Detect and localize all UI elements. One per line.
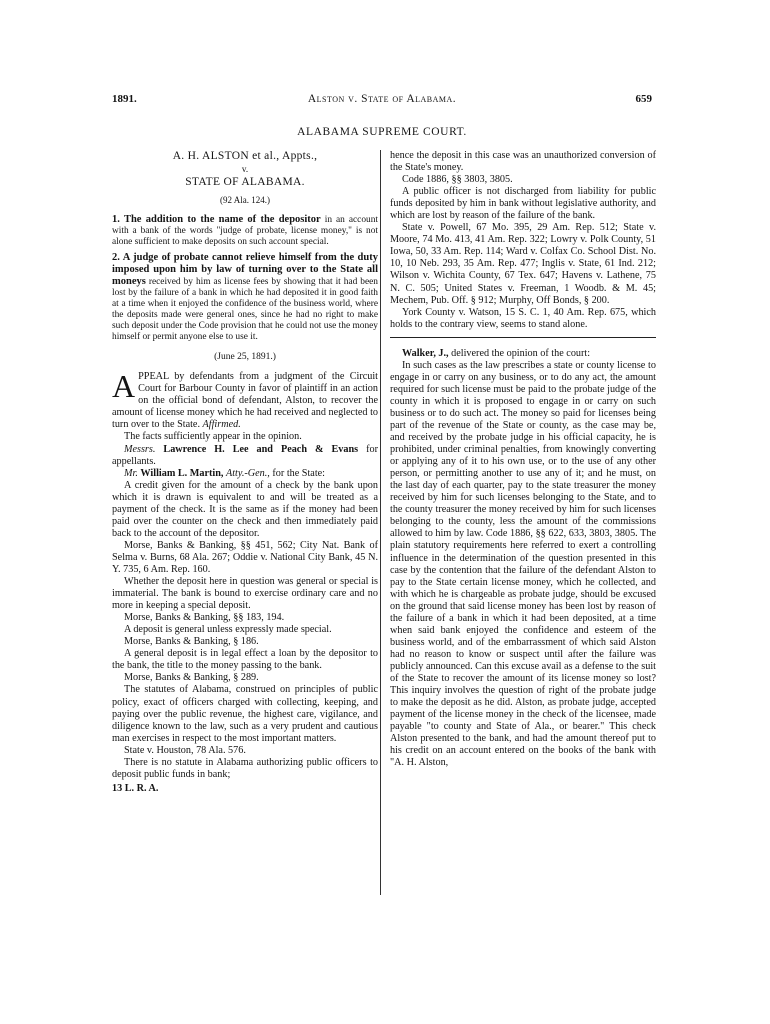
- appeal-text: PPEAL by defendants from a judgment of the Circuit Court for Barbour County in favor of plaintiff in an action on the official bond of defendant, Alston, to recover the amount of license money which he had received and neglected to turn over to the State.: [112, 371, 378, 431]
- argument-paragraph: A general deposit is in legal effect a loan by the depositor to the bank, the title to the money passing to the bank.: [112, 648, 378, 672]
- appellant-counsel-names: Lawrence H. Lee and Peach & Evans: [163, 443, 359, 455]
- headnote-2-text: received by him as license fees by showing that it had been lost by the failure of a bank in which he had deposited it in good faith at a time when it enjoyed the confidence of the business world, where the deposits made were general ones, since he had no right to make such deposit under the Code provision that he could not use the money himself or permit anyone else to use it.: [112, 277, 378, 343]
- headnote-2-lead: 2. A judge of probate cannot relieve himself from the duty imposed upon him by law of turning over to the State all moneys: [112, 252, 378, 288]
- citation-paragraph: Code 1886, §§ 3803, 3805.: [402, 174, 513, 186]
- citation-paragraph: York County v. Watson, 15 S. C. 1, 40 Am. Rep. 675, which holds to the contrary view, seems to stand alone.: [390, 306, 656, 330]
- headnote-1: [112, 214, 378, 248]
- left-column: [112, 150, 378, 795]
- argument-paragraph: There is no statute in Alabama authorizing public officers to deposit public funds in bank;: [112, 756, 378, 780]
- appeal-statement: [112, 368, 378, 431]
- argument-paragraph: hence the deposit in this case was an unauthorized conversion of the State's money.: [390, 150, 656, 174]
- headnote-1-text: in an account with a bank of the words "judge of probate, license money," is not alone sufficient to make deposits on such account special.: [112, 215, 378, 248]
- case-citation: (92 Ala. 124.): [220, 195, 270, 206]
- court-heading: ALABAMA SUPREME COURT.: [297, 126, 467, 138]
- year: 1891.: [112, 93, 137, 105]
- argument-paragraph: Whether the deposit here in question was general or special is immaterial. The bank is bound to exercise ordinary care and no more in keeping a special deposit.: [112, 576, 378, 612]
- facts-note: The facts sufficiently appear in the opinion.: [124, 431, 302, 443]
- caption-appellee: STATE OF ALABAMA.: [185, 176, 305, 189]
- citation-paragraph: Morse, Banks & Banking, § 186.: [124, 636, 259, 648]
- headnote-1-lead: 1. The addition to the name of the depositor: [112, 214, 321, 226]
- decision-date: (June 25, 1891.): [214, 352, 276, 363]
- citation-paragraph: State v. Houston, 78 Ala. 576.: [124, 744, 246, 756]
- judge-name: Walker, J.,: [402, 347, 449, 359]
- argument-paragraph: A credit given for the amount of a check by the bank upon which it is drawn is equivalent to and will be treated as a payment of the check. It is the same as if the money had been paid over the counter on the check and then immediately paid back to the account of the depositor.: [112, 479, 378, 539]
- counsel-appellants: Messrs. Lawrence H. Lee and Peach & Evans for appellants.: [112, 443, 378, 467]
- right-column: [390, 150, 656, 769]
- opinion-paragraph: In such cases as the law prescribes a state or county license to engage in or carry on any business, or to do any act, the amount required for such license must be paid to the probate judge of the county in which it is proposed to engage in or carry on such business or to do such act. The money so paid for licenses being part of the revenue of the State or county, as the case may be, and received by the probate judge in his official capacity, he is prohibited, under criminal penalties, from knowingly converting or applying any of it to his own use, or to the use of any other person, or permitting another to use any of it; and he must, on the last day of each quarter, pay to the state treasurer the money received by him for such licenses belonging to the State, and to the county treasurer the money received by him for such licenses belonging to the county, less the amount of the commissions allowed to him by law. Code 1886, §§ 622, 633, 3803, 3805. The plain statutory requirements here referred to exert a controlling influence in the determination of the question presented in this case by the contention that the failure of the defendant Alston to pay to the State certain license money, which he collected, and with which he is chargeable as probate judge, should be excused on the ground that said license money has been lost by reason of the failure of a bank in which it had been deposited, at a time when said bank enjoyed the confidence and esteem of the business world, and of the embarrassment of which said Alston had no reason to know or suspect until after the failure was publicly announced. Can this excuse avail as a defense to the suit of the State to recover the amount of its license money so lost? This inquiry involves the question of right of the probate judge to make the deposit as he did. Alston, as probate judge, accepted payment of the license money in the check of the licensee, made payable "to county and State of Ala., or bearer." This check Alston presented to the bank, and had the amount thereof put to his credit on an account entered on the books of the bank with "A. H. Alston,: [390, 359, 656, 769]
- citation-paragraph: Morse, Banks & Banking, §§ 451, 562; City Nat. Bank of Selma v. Burns, 68 Ala. 267; Oddie v. National City Bank, 45 N. Y. 735, 6 Am. Rep. 160.: [112, 539, 378, 575]
- citation-paragraph: Morse, Banks & Banking, §§ 183, 194.: [124, 612, 285, 624]
- opinion-heading: Walker, J., delivered the opinion of the court:: [402, 347, 591, 359]
- state-counsel-name: William L. Martin,: [140, 467, 224, 479]
- section-rule: [390, 337, 656, 338]
- argument-paragraph: A public officer is not discharged from liability for public funds deposited by him in bank without legislative authority, and which are lost by reason of the failure of the bank.: [390, 186, 656, 222]
- drop-cap: A: [112, 368, 136, 405]
- citation-paragraph: Morse, Banks & Banking, § 289.: [124, 672, 259, 684]
- affirmed-label: Affirmed.: [202, 419, 241, 431]
- caption-versus: v.: [241, 164, 249, 175]
- running-title: Alston v. State of Alabama.: [307, 93, 457, 105]
- counsel-state: Mr. William L. Martin, Atty.-Gen., for the State:: [124, 467, 326, 479]
- volume-signature: 13 L. R. A.: [112, 782, 159, 794]
- page-number: 659: [635, 93, 652, 105]
- caption-appellant: A. H. ALSTON et al., Appts.,: [172, 150, 318, 162]
- citation-paragraph: State v. Powell, 67 Mo. 395, 29 Am. Rep. 512; State v. Moore, 74 Mo. 413, 41 Am. Rep. 322; Lowry v. Polk County, 51 Iowa, 50, 33 Am. Rep. 114; Ward v. Colfax Co. School Dist. No. 10, 10 Neb. 293, 35 Am. Rep. 477; Inglis v. State, 61 Ind. 212; Wilson v. Wichita County, 67 Tex. 647; Havens v. Lathene, 75 N. C. 505; United States v. Freeman, 1 Woodb. & M. 45; Mechem, Pub. Off. § 912; Murphy, Off Bonds, § 200.: [390, 222, 656, 306]
- column-divider: [380, 150, 381, 895]
- headnote-2: [112, 252, 378, 343]
- running-head: [112, 93, 652, 109]
- argument-paragraph: The statutes of Alabama, construed on principles of public policy, exact of officers charged with collecting, keeping, and paying over the public revenue, the highest care, vigilance, and diligence known to the law, such as a very prudent and cautious man exercises in respect to the most important matters.: [112, 684, 378, 744]
- argument-paragraph: A deposit is general unless expressly made special.: [124, 624, 332, 636]
- opinion-citation: Code 1886, §§ 622, 633, 3803, 3805.: [485, 528, 638, 540]
